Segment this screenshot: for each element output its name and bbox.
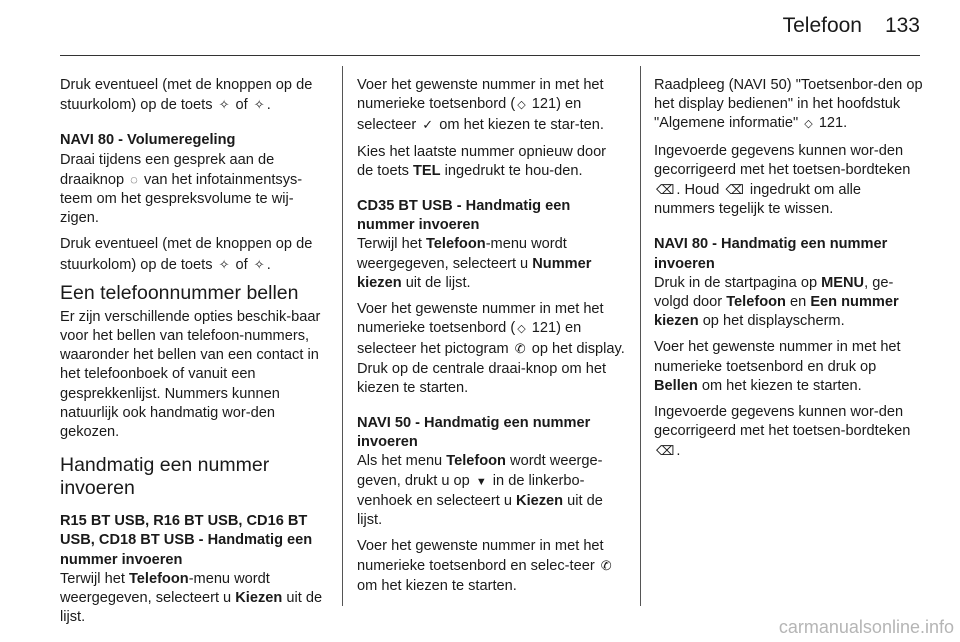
paragraph: Voer het gewenste nummer in met het numerieke toetsenbord en selec-teer ✆ om het kiezen te starten. [357, 538, 612, 594]
rotary-knob-icon: ◌ [130, 171, 138, 187]
section-heading: NAVI 80 - Handmatig een nummer invoeren [654, 236, 888, 272]
page-ref-icon: ◇ [804, 118, 813, 131]
paragraph: Kies het laatste nummer opnieuw door de toets TEL ingedrukt te hou-den. [357, 143, 607, 179]
volume-up-icon: ✧ [218, 97, 230, 113]
backspace-icon: ⌫ [656, 443, 675, 459]
column-divider-2 [640, 66, 641, 606]
volume-down-icon: ✧ [253, 97, 265, 113]
paragraph: Er zijn verschillende opties beschik-baar voor het bellen van telefoon-nummers, waaronder het bellen van een contact in het telefoonboek of vanuit een gesprekkenlijst. Nummers kunnen natuurlijk ook handmatig wor-den gekozen. [60, 308, 321, 441]
section-heading: CD35 BT USB - Handmatig een nummer invoeren [357, 198, 571, 234]
header-rule [60, 55, 920, 56]
page-ref-icon: ◇ [517, 323, 526, 336]
paragraph: Raadpleeg (NAVI 50) "Toetsenbor-den op het display bedienen" in het hoofdstuk "Algemene informatie" ◇ 121. [654, 76, 924, 135]
section-heading: NAVI 50 - Handmatig een nummer invoeren [357, 415, 591, 451]
page-ref-icon: ◇ [517, 99, 526, 112]
paragraph: Draai tijdens een gesprek aan de draaiknop ◌ van het infotainmentsys-teem om het gespreksvolume te wij-zigen. [60, 151, 303, 227]
column-3 [654, 76, 924, 469]
paragraph: Voer het gewenste nummer in met het numerieke toetsenbord ( ◇ 121) en selecteer het pictogram ✆ op het display. Druk op de centrale draai-knop om het kiezen te starten. [357, 301, 625, 396]
paragraph: Ingevoerde gegevens kunnen wor-den gecorrigeerd met het toetsen-bordteken ⌫ . [654, 404, 911, 460]
backspace-icon: ⌫ [725, 182, 744, 198]
volume-up-icon: ✧ [218, 256, 230, 272]
column-1 [60, 76, 326, 634]
backspace-icon: ⌫ [656, 182, 675, 198]
phone-icon: ✆ [600, 558, 612, 574]
section-heading: NAVI 80 - Volumeregeling [60, 132, 236, 149]
phone-icon: ✆ [514, 341, 526, 357]
page-header-title: Telefoon [782, 14, 862, 37]
page-number: 133 [884, 14, 920, 37]
paragraph: Als het menu Telefoon wordt weerge-geven, drukt u op ▼ in de linkerbo-venhoek en selecteert u Kiezen uit de lijst. [357, 453, 603, 529]
paragraph: Druk in de startpagina op MENU, ge-volgd door Telefoon en Een nummer kiezen op het displayscherm. [654, 274, 899, 330]
paragraph: Voer het gewenste nummer in met het numerieke toetsenbord ( ◇ 121) en selecteer ✓ om het kiezen te star-ten. [357, 77, 604, 134]
paragraph: Terwijl het Telefoon-menu wordt weergegeven, selecteert u Nummer kiezen uit de lijst. [357, 236, 592, 291]
watermark: carmanualsonline.info [778, 617, 954, 637]
section-title: Handmatig een nummer invoeren [60, 454, 270, 500]
column-divider-1 [342, 66, 343, 606]
section-title: Een telefoonnummer bellen [60, 281, 299, 304]
paragraph: Voer het gewenste nummer in met het numerieke toetsenbord en druk op Bellen om het kiezen te starten. [654, 339, 901, 394]
paragraph: Druk eventueel (met de knoppen op de stuurkolom) op de toets ✧ of ✧ . [60, 236, 313, 273]
section-heading: R15 BT USB, R16 BT USB, CD16 BT USB, CD18 BT USB - Handmatig een nummer invoeren [60, 513, 313, 568]
paragraph: Druk eventueel (met de knoppen op de stuurkolom) op de toets ✧ of ✧ . [60, 77, 313, 114]
triangle-down-icon: ▼ [475, 475, 487, 488]
paragraph: Ingevoerde gegevens kunnen wor-den gecorrigeerd met het toetsen-bordteken ⌫ . Houd ⌫ ingedrukt om alle nummers tegelijk te wissen. [654, 142, 911, 218]
check-icon: ✓ [422, 117, 434, 133]
paragraph: Terwijl het Telefoon-menu wordt weergegeven, selecteert u Kiezen uit de lijst. [60, 570, 323, 626]
column-2 [357, 76, 625, 603]
volume-down-icon: ✧ [253, 256, 265, 272]
